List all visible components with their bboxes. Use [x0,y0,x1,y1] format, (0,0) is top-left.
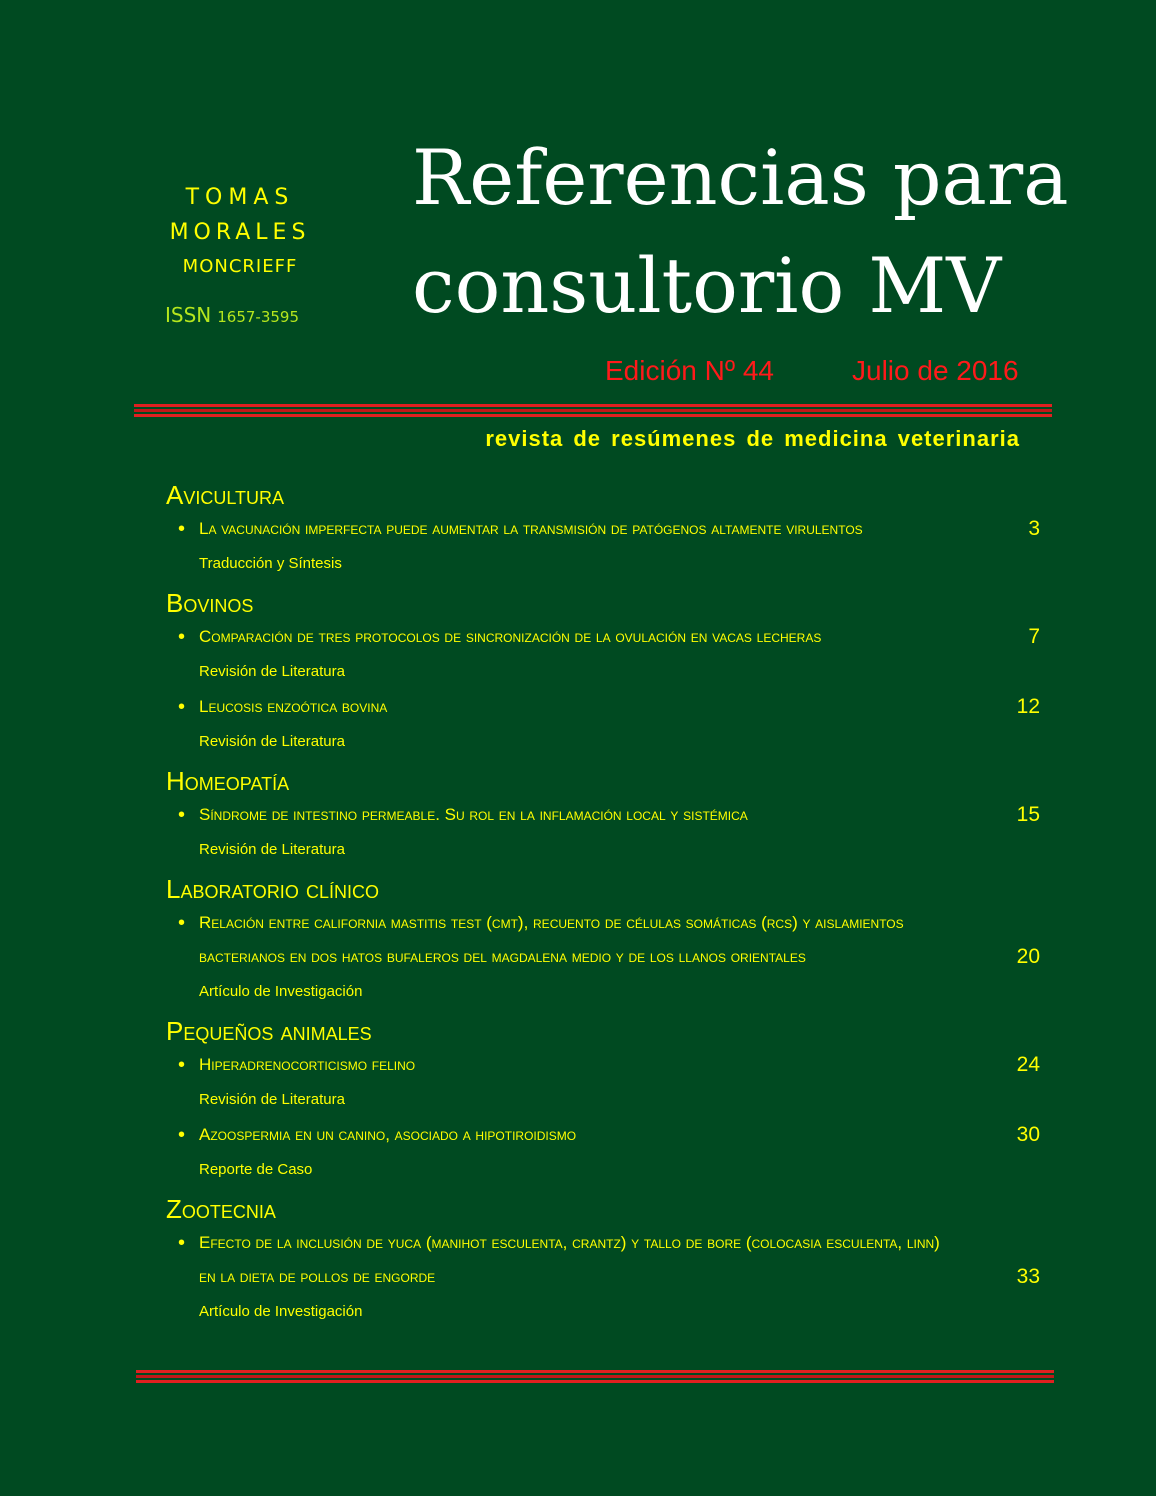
page-number: 3 [1028,517,1040,540]
toc-entry[interactable] [166,690,1040,760]
article-type: Traducción y Síntesis [199,555,342,572]
toc-entry[interactable] [166,798,1040,868]
article-type: Revisión de Literatura [199,663,345,680]
author-last-name: MONCRIEFF [182,256,298,277]
article-type: Reporte de Caso [199,1161,313,1178]
author-middle-name: MORALES [169,220,311,245]
bullet-icon: • [178,696,186,718]
page-number: 20 [1016,945,1040,968]
edition-date: Julio de 2016 [852,355,1019,386]
bullet-icon: • [178,1124,186,1146]
entry-title-text: Comparación de tres protocolos de sincronización de la ovulación en vacas lecheras [199,627,822,646]
article-type: Revisión de Literatura [199,1091,345,1108]
entry-title-text: Relación entre california mastitis test (cmt), recuento de células somáticas (rcs) y aislamientos [199,913,904,932]
toc-section [166,872,1040,1014]
entry-title-line [166,690,1040,724]
page-number: 30 [1016,1123,1040,1146]
toc-section [166,586,1040,764]
page-number: 33 [1016,1265,1040,1288]
section-title: Zootecnia [166,1194,276,1224]
entry-title-line [166,1226,1040,1260]
entry-title-line [166,1118,1040,1152]
article-type: Artículo de Investigación [199,983,363,1000]
section-title: Homeopatía [166,766,290,796]
issn [165,303,299,327]
bullet-icon: • [178,1232,186,1254]
bullet-icon: • [178,912,186,934]
bullet-icon: • [178,518,186,540]
top-divider [134,404,1052,419]
section-title: Avicultura [166,480,285,510]
article-type: Revisión de Literatura [199,733,345,750]
toc-entry[interactable] [166,1048,1040,1118]
entry-title-text: Efecto de la inclusión de yuca (manihot esculenta, crantz) y tallo de bore (colocasia esculenta, linn) [199,1233,940,1252]
section-title: Pequeños animales [166,1016,372,1046]
toc-section [166,764,1040,872]
page-number: 15 [1016,803,1040,826]
entry-title-text: Azoospermia en un canino, asociado a hipotiroidismo [199,1125,577,1144]
author-first-name: TOMAS [185,185,295,210]
table-of-contents [166,478,1040,1334]
toc-section [166,1192,1040,1334]
entry-title-text: Hiperadrenocorticismo felino [199,1055,416,1074]
entry-title-line [166,940,1040,974]
section-title: Laboratorio clínico [166,874,380,904]
bullet-icon: • [178,626,186,648]
entry-title-line [166,798,1040,832]
entry-title-line [166,1048,1040,1082]
journal-subtitle: revista de resúmenes de medicina veterinaria [485,426,1020,451]
toc-entry[interactable] [166,906,1040,1010]
journal-title-line1: Referencias para [412,133,1069,222]
entry-title-line [166,1260,1040,1294]
article-type: Revisión de Literatura [199,841,345,858]
entry-title-text: La vacunación imperfecta puede aumentar la transmisión de patógenos altamente virulentos [199,519,863,538]
entry-title-text: Leucosis enzoótica bovina [199,697,388,716]
entry-title-text: bacterianos en dos hatos bufaleros del magdalena medio y de los llanos orientales [199,947,806,966]
issn-number: 1657-3595 [217,308,300,326]
section-title: Bovinos [166,588,254,618]
bullet-icon: • [178,1054,186,1076]
page-number: 24 [1016,1053,1040,1076]
edition-number: Edición Nº 44 [605,355,774,386]
toc-entry[interactable] [166,1118,1040,1188]
toc-entry[interactable] [166,620,1040,690]
bottom-divider [136,1370,1054,1385]
bullet-icon: • [178,804,186,826]
toc-section [166,478,1040,586]
toc-entry[interactable] [166,512,1040,582]
entry-title-line [166,512,1040,546]
toc-section [166,1014,1040,1192]
page-number: 7 [1028,625,1040,648]
journal-title-line2: consultorio MV [412,241,1002,330]
entry-title-line [166,906,1040,940]
entry-title-line [166,620,1040,654]
entry-title-text: Síndrome de intestino permeable. Su rol en la inflamación local y sistémica [199,805,748,824]
page-number: 12 [1016,695,1040,718]
entry-title-text: en la dieta de pollos de engorde [199,1267,436,1286]
issn-label: ISSN [165,303,212,327]
article-type: Artículo de Investigación [199,1303,363,1320]
toc-entry[interactable] [166,1226,1040,1330]
